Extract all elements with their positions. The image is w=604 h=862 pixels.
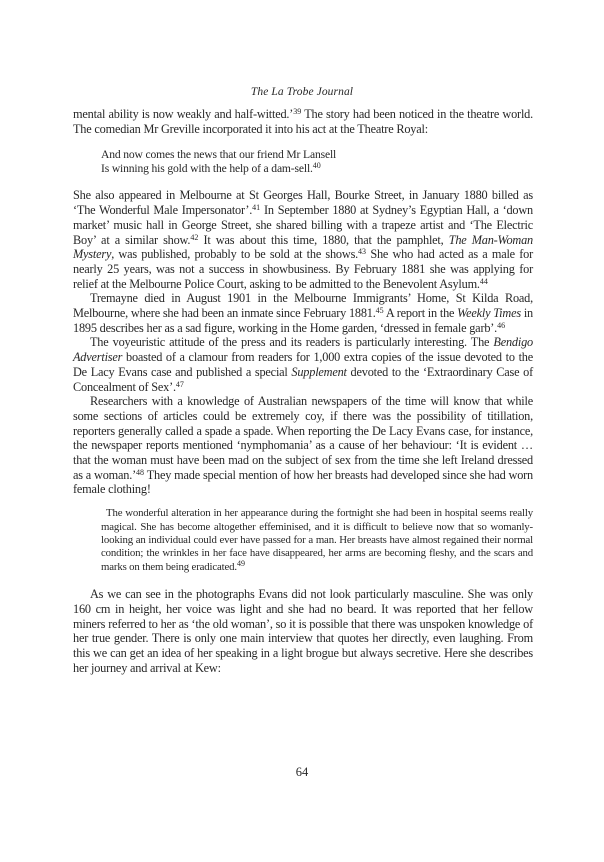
- paragraph: Tremayne died in August 1901 in the Melbourne Immigrants’ Home, St Kilda Road, Melbourne, where she had been an inmate since February 1881.45 A report in the Weekly Times in 1895 describes her as a sad figure, working in the Home garden, ‘dressed in female garb’.$^{46}$: [73, 291, 533, 335]
- footnote-marker: 45: [375, 306, 384, 316]
- footnote-marker: 41: [252, 203, 261, 213]
- footnote-marker: 40: [312, 161, 321, 171]
- paragraph: She also appeared in Melbourne at St Georges Hall, Bourke Street, in January 1880 billed as ‘The Wonderful Male Impersonator’.$^{41}$ In September 1880 at Sydney’s Egyptian Hall, a ‘down market’ music hall in George Street, she shared billing with a trapeze artist and ‘The Electric Boy’ at a similar show.$^{42}$ It was about this time, 1880, that the pamphlet, The Man-Woman Mystery, was published, probably to be sold at the shows.$^{43}$ She who had acted as a male for nearly 25 years, was not a success in showbusiness. By February 1881 she was applying for relief at the Melbourne Police Court, asking to be admitted to the Benevolent Asylum.$^{44}$: [73, 188, 534, 291]
- page-number: 64: [295, 765, 309, 779]
- footnote-marker: 49: [236, 558, 245, 568]
- block-quote: The wonderful alteration in her appearance during the fortnight she had been in hospital seems really magical. She has become altogether effeminised, and it is difficult to believe now that so womanly-looking an individual could ever have passed for a man. Her breasts have almost regained their normal condition; the wrinkles in her face have disappeared, her arms are becoming fleshy, and the scars and marks on them being eradicated.$^{49}$: [101, 507, 533, 573]
- italic-text: Bendigo Advertiser: [73, 335, 533, 365]
- running-head: The La Trobe Journal: [250, 86, 354, 98]
- page-body: [73, 107, 533, 675]
- paragraph: As we can see in the photographs Evans did not look particularly masculine. She was only 160 cm in height, her voice was light and she had no beard. It was reported that her fellow miners referred to her as ‘the old woman’, so it is possible that there was unspoken knowledge of her true gender. There is only one main interview that quotes her directly, even laughing. From this we can get an idea of her speaking in a light brogue but always secretive. Here she describes her journey and arrival at Kew:: [73, 587, 533, 675]
- footnote-marker: 48: [136, 467, 144, 477]
- paragraph: The voyeuristic attitude of the press and its readers is particularly interesting. The Bendigo Advertiser boasted of a clamour from readers for 1,000 extra copies of the issue devoted to the De Lacy Evans case and published a special Supplement devoted to the ‘Extraordinary Case of Concealment of Sex’.$^{47}$: [73, 335, 533, 394]
- footnote-marker: 43: [358, 247, 367, 257]
- footnote-marker: 46: [497, 320, 506, 330]
- footnote-marker: 44: [479, 276, 488, 286]
- italic-text: Supplement: [291, 364, 347, 379]
- paragraph: Researchers with a knowledge of Australian newspapers of the time will know that while some sections of articles could be extremely coy, if there was the possibility of titillation, reporters generally called a spade a spade. When reporting the De Lacy Evans case, for instance, the newspaper reports mentioned ‘nymphomania’ as a cause of her behaviour: ‘It is evident … that the woman must have been mad on the subject of sex from the time she left Ireland dressed as a woman.’$^{48}$ They made special mention of how her breasts had developed since she had worn female clothing!: [73, 394, 533, 497]
- footnote-marker: 42: [190, 232, 199, 242]
- paragraph: mental ability is now weakly and half-witted.’$^{39}$ The story had been noticed in the theatre world. The comedian Mr Greville incorporated it into his act at the Theatre Royal:: [73, 107, 533, 136]
- footnote-marker: 39: [293, 107, 302, 116]
- quote-line: Is winning his gold with the help of a dam-sell.$^{40}$: [101, 161, 321, 176]
- verse-quote: [101, 148, 533, 176]
- quote-line: And now comes the news that our friend Mr Lansell: [101, 148, 337, 162]
- italic-text: The Man-Woman Mystery: [73, 232, 534, 262]
- italic-text: Weekly Times: [457, 306, 521, 321]
- footnote-marker: 47: [175, 379, 184, 389]
